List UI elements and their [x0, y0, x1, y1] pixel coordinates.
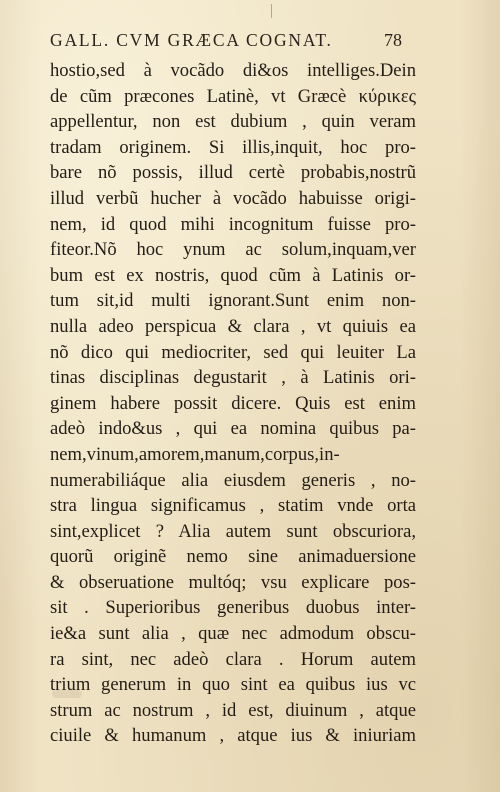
text-line: adeò indo&us , qui ea nomina quibus pa-: [50, 418, 416, 440]
show-through-smudge: [52, 690, 82, 698]
text-line: bum est ex nostris, quod cũm à Latinis or-: [50, 264, 416, 286]
text-line: strum ac nostrum , id est, diuinum , atque: [50, 699, 416, 721]
text-line: tum sit,id multi ignorant.Sunt enim non-: [50, 290, 416, 312]
text-line: ciuile & humanum , atque ius & iniuriam: [50, 725, 416, 747]
text-line: sint,explicet ? Alia autem sunt obscuriora,: [50, 520, 416, 542]
text-line: fiteor.Nõ hoc ynum ac solum,inquam,ver: [50, 239, 416, 261]
running-head: [50, 30, 410, 51]
page-number: 78: [384, 30, 402, 50]
text-line: hostio,sed à vocãdo di&os intelliges.Dein: [50, 60, 416, 81]
text-line: nõ dico qui mediocriter, sed qui leuiter La: [50, 341, 416, 363]
text-line: ginem habere possit dicere. Quis est enim: [50, 392, 416, 414]
body-text: [50, 58, 416, 749]
text-line: tinas disciplinas degustarit , à Latinis ori-: [50, 367, 416, 389]
text-line: nem, id quod mihi incognitum fuisse pro-: [50, 213, 416, 235]
text-line: trium generum in quo sint ea quibus ius vc: [50, 674, 416, 696]
text-line: appellentur, non est dubium , quin veram: [50, 111, 416, 133]
text-line: numerabiliáque alia eiusdem generis , no-: [50, 469, 416, 491]
text-line: quorũ originẽ nemo sine animaduersione: [50, 546, 416, 568]
text-line: nulla adeo perspicua & clara , vt quiuis ea: [50, 315, 416, 337]
running-title: GALL. CVM GRÆCA COGNAT.: [50, 30, 333, 50]
text-line: illud verbũ hucher à vocãdo habuisse origi-: [50, 187, 416, 209]
text-line: ie&a sunt alia , quæ nec admodum obscu-: [50, 623, 416, 645]
text-line: de cũm præcones Latinè, vt Græcè κύρικες: [50, 85, 416, 107]
text-line: ra sint, nec adeò clara . Horum autem: [50, 648, 416, 670]
ink-mark: [271, 4, 272, 18]
text-line: bare nõ possis, illud certè probabis,nostrũ: [50, 162, 416, 184]
text-line: tradam originem. Si illis,inquit, hoc pro-: [50, 136, 416, 158]
text-line: sit . Superioribus generibus duobus inter-: [50, 597, 416, 619]
text-line: & obseruatione multóq; vsu explicare pos-: [50, 571, 416, 593]
text-line: nem,vinum,amorem,manum,corpus,in-: [50, 443, 340, 465]
text-line: stra lingua significamus , statim vnde orta: [50, 495, 416, 517]
